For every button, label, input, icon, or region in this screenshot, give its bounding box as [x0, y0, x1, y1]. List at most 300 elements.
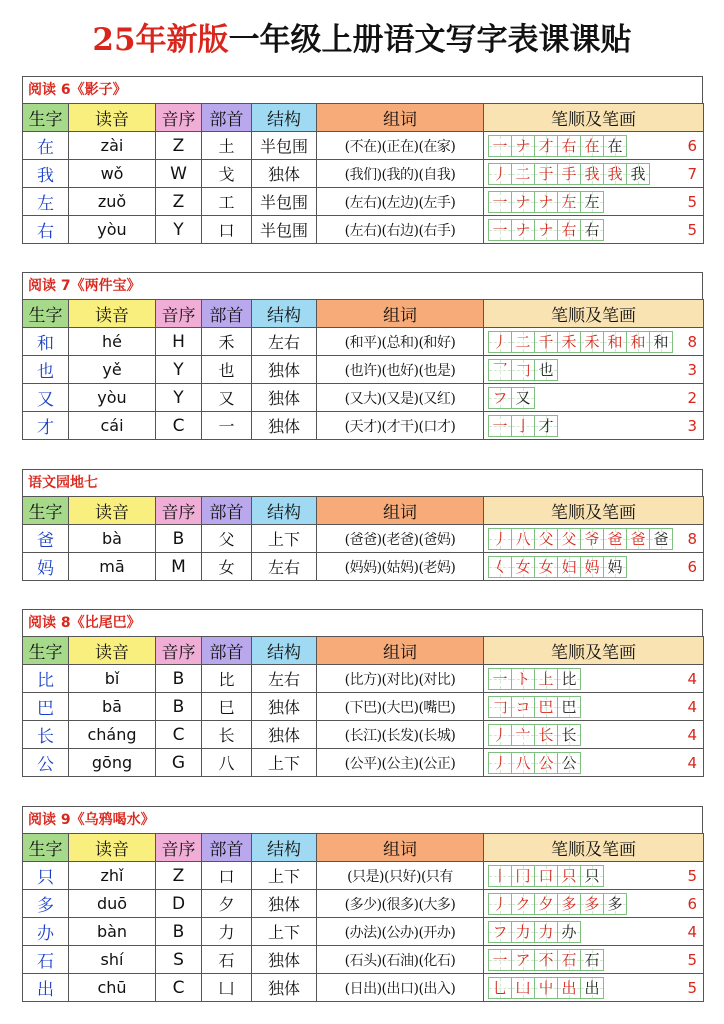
header-strokes: 笔顺及笔画: [484, 834, 704, 862]
section-title: 阅读 7《两件宝》: [22, 272, 703, 299]
cell-radical: 工: [202, 188, 252, 216]
stroke-step-glyph: 乚: [492, 978, 508, 997]
header-letter: 音序: [156, 300, 202, 328]
cell-struct: 独体: [252, 412, 317, 440]
cell-words: (日出)(出口)(出入): [317, 974, 484, 1002]
stroke-order-cell: [484, 553, 704, 581]
stroke-step-glyph: 亅: [515, 416, 531, 435]
stroke-step-glyph: 一: [492, 416, 508, 435]
stroke-step: [488, 359, 512, 381]
stroke-step: [488, 696, 512, 718]
stroke-order-cell: [484, 862, 704, 890]
stroke-step-glyph: 爸: [607, 529, 623, 548]
stroke-step: [557, 191, 581, 213]
header-struct: 结构: [252, 637, 317, 665]
stroke-step: [603, 163, 627, 185]
cell-radical: 口: [202, 216, 252, 244]
stroke-order-cell: [484, 188, 704, 216]
stroke-step-glyph: 一: [492, 669, 508, 688]
cell-words: (我们)(我的)(自我): [317, 160, 484, 188]
stroke-step: [557, 865, 581, 887]
header-letter: 音序: [156, 497, 202, 525]
cell-char: 只: [23, 862, 69, 890]
stroke-step: [626, 331, 650, 353]
stroke-step-glyph: 左: [561, 192, 577, 211]
stroke-step: [557, 556, 581, 578]
header-words: 组词: [317, 637, 484, 665]
cell-words: (也许)(也好)(也是): [317, 356, 484, 384]
stroke-step-glyph: フ: [492, 922, 508, 941]
header-radical: 部首: [202, 637, 252, 665]
stroke-step-glyph: 出: [584, 978, 600, 997]
header-radical: 部首: [202, 104, 252, 132]
stroke-step: [488, 331, 512, 353]
stroke-order-grid: [488, 135, 699, 157]
stroke-step-glyph: 丿: [492, 529, 508, 548]
stroke-step-glyph: 于: [538, 164, 554, 183]
stroke-step: [603, 893, 627, 915]
stroke-step-glyph: 又: [515, 388, 531, 407]
stroke-step: [649, 528, 673, 550]
stroke-step: [557, 949, 581, 971]
stroke-count: 5: [687, 978, 697, 997]
stroke-order-cell: [484, 721, 704, 749]
cell-words: (多少)(很多)(大多): [317, 890, 484, 918]
cell-words: (不在)(正在)(在家): [317, 132, 484, 160]
stroke-order-cell: [484, 525, 704, 553]
stroke-step: [534, 724, 558, 746]
stroke-step-glyph: 八: [515, 753, 531, 772]
cell-radical: 力: [202, 918, 252, 946]
cell-pinyin: hé: [69, 328, 156, 356]
stroke-step-glyph: 禾: [561, 332, 577, 351]
cell-pinyin: cháng: [69, 721, 156, 749]
title-highlight: 25年新版: [92, 22, 229, 58]
stroke-step-glyph: 也: [538, 360, 554, 379]
table-row: [23, 890, 704, 918]
stroke-step-glyph: 爷: [584, 529, 600, 548]
cell-words: (爸爸)(老爸)(爸妈): [317, 525, 484, 553]
stroke-step-glyph: 左: [584, 192, 600, 211]
stroke-step: [534, 977, 558, 999]
section-title: 阅读 6《影子》: [22, 76, 703, 103]
header-struct: 结构: [252, 497, 317, 525]
stroke-count: 4: [687, 753, 697, 772]
stroke-step-glyph: ナ: [538, 192, 554, 211]
stroke-step-glyph: 公: [538, 753, 554, 772]
cell-words: (左右)(左边)(左手): [317, 188, 484, 216]
stroke-order-cell: [484, 665, 704, 693]
stroke-step: [534, 949, 558, 971]
cell-pinyin: gōng: [69, 749, 156, 777]
stroke-count: 6: [687, 136, 697, 155]
stroke-step-glyph: 只: [584, 866, 600, 885]
stroke-step: [511, 556, 535, 578]
stroke-step-glyph: 丿: [492, 753, 508, 772]
stroke-count: 7: [687, 164, 697, 183]
stroke-step-glyph: 在: [607, 136, 623, 155]
cell-struct: 半包围: [252, 132, 317, 160]
stroke-step-glyph: 比: [561, 669, 577, 688]
cell-struct: 左右: [252, 328, 317, 356]
stroke-step-glyph: 和: [630, 332, 646, 351]
stroke-order-cell: [484, 946, 704, 974]
stroke-step: [511, 921, 535, 943]
stroke-step: [511, 696, 535, 718]
stroke-step: [580, 191, 604, 213]
stroke-step: [603, 135, 627, 157]
cell-char: 左: [23, 188, 69, 216]
stroke-step: [511, 163, 535, 185]
header-char: 生字: [23, 104, 69, 132]
stroke-order-cell: [484, 356, 704, 384]
stroke-step-glyph: 妈: [607, 557, 623, 576]
cell-radical: 夕: [202, 890, 252, 918]
stroke-step: [557, 163, 581, 185]
stroke-step-glyph: 不: [538, 950, 554, 969]
header-char: 生字: [23, 834, 69, 862]
stroke-step: [534, 556, 558, 578]
cell-pinyin: bà: [69, 525, 156, 553]
stroke-step: [511, 191, 535, 213]
header-pinyin: 读音: [69, 834, 156, 862]
cell-pinyin: cái: [69, 412, 156, 440]
cell-pinyin: bǐ: [69, 665, 156, 693]
stroke-step-glyph: 手: [561, 164, 577, 183]
stroke-order-cell: [484, 693, 704, 721]
cell-struct: 左右: [252, 665, 317, 693]
stroke-step: [488, 387, 512, 409]
stroke-step: [557, 528, 581, 550]
section-title: 阅读 9《乌鸦喝水》: [22, 806, 703, 833]
cell-words: (和平)(总和)(和好): [317, 328, 484, 356]
stroke-step-glyph: フ: [492, 388, 508, 407]
stroke-step-glyph: 女: [538, 557, 554, 576]
cell-struct: 半包围: [252, 188, 317, 216]
header-words: 组词: [317, 497, 484, 525]
stroke-step-glyph: 乛: [492, 360, 508, 379]
cell-char: 右: [23, 216, 69, 244]
cell-letter: H: [156, 328, 202, 356]
header-radical: 部首: [202, 497, 252, 525]
stroke-order-cell: [484, 974, 704, 1002]
cell-letter: Z: [156, 132, 202, 160]
stroke-step-glyph: 才: [538, 416, 554, 435]
stroke-step: [580, 163, 604, 185]
cell-char: 才: [23, 412, 69, 440]
cell-radical: 凵: [202, 974, 252, 1002]
cell-letter: Z: [156, 188, 202, 216]
stroke-step: [534, 865, 558, 887]
stroke-step: [580, 865, 604, 887]
stroke-step-glyph: 二: [515, 332, 531, 351]
stroke-step-glyph: 我: [584, 164, 600, 183]
header-letter: 音序: [156, 834, 202, 862]
stroke-step: [511, 331, 535, 353]
lesson-section: [22, 76, 703, 244]
character-table: [22, 636, 704, 777]
table-row: [23, 974, 704, 1002]
stroke-step: [649, 331, 673, 353]
table-row: [23, 918, 704, 946]
stroke-step: [534, 163, 558, 185]
cell-pinyin: duō: [69, 890, 156, 918]
table-header-row: [23, 104, 704, 132]
stroke-step-glyph: ト: [515, 669, 531, 688]
stroke-order-grid: [488, 163, 699, 185]
table-row: [23, 721, 704, 749]
stroke-step-glyph: 在: [584, 136, 600, 155]
stroke-step-glyph: 公: [561, 753, 577, 772]
stroke-order-cell: [484, 216, 704, 244]
stroke-step: [534, 191, 558, 213]
stroke-order-grid: [488, 893, 699, 915]
stroke-step: [488, 219, 512, 241]
cell-letter: C: [156, 721, 202, 749]
stroke-step-glyph: ナ: [515, 136, 531, 155]
stroke-count: 2: [687, 388, 697, 407]
stroke-step: [534, 921, 558, 943]
cell-struct: 独体: [252, 974, 317, 1002]
cell-radical: 一: [202, 412, 252, 440]
stroke-step: [511, 752, 535, 774]
stroke-order-grid: [488, 556, 699, 578]
stroke-step-glyph: 巴: [561, 697, 577, 716]
stroke-step-glyph: 右: [561, 136, 577, 155]
stroke-order-grid: [488, 949, 699, 971]
cell-pinyin: shí: [69, 946, 156, 974]
stroke-count: 4: [687, 725, 697, 744]
stroke-step-glyph: 长: [538, 725, 554, 744]
stroke-step-glyph: 力: [515, 922, 531, 941]
table-row: [23, 412, 704, 440]
stroke-count: 5: [687, 220, 697, 239]
stroke-step: [488, 556, 512, 578]
cell-char: 长: [23, 721, 69, 749]
table-row: [23, 553, 704, 581]
stroke-count: 6: [687, 894, 697, 913]
stroke-step: [488, 668, 512, 690]
table-row: [23, 132, 704, 160]
stroke-step: [603, 556, 627, 578]
table-row: [23, 693, 704, 721]
lesson-section: [22, 609, 703, 777]
stroke-step: [488, 921, 512, 943]
stroke-step: [626, 163, 650, 185]
cell-radical: 父: [202, 525, 252, 553]
stroke-step: [488, 752, 512, 774]
cell-radical: 长: [202, 721, 252, 749]
stroke-step: [511, 893, 535, 915]
stroke-step-glyph: ナ: [515, 220, 531, 239]
cell-words: (只是)(只好)(只有: [317, 862, 484, 890]
cell-pinyin: zhǐ: [69, 862, 156, 890]
cell-letter: M: [156, 553, 202, 581]
stroke-step-glyph: 我: [630, 164, 646, 183]
stroke-step: [557, 219, 581, 241]
cell-char: 妈: [23, 553, 69, 581]
stroke-step: [557, 696, 581, 718]
stroke-step: [534, 668, 558, 690]
stroke-count: 8: [687, 529, 697, 548]
lesson-section: [22, 469, 703, 581]
cell-radical: 又: [202, 384, 252, 412]
header-char: 生字: [23, 637, 69, 665]
stroke-step: [557, 893, 581, 915]
stroke-step: [511, 387, 535, 409]
table-row: [23, 188, 704, 216]
stroke-step-glyph: 女: [515, 557, 531, 576]
stroke-step: [488, 163, 512, 185]
stroke-order-grid: [488, 724, 699, 746]
cell-struct: 独体: [252, 890, 317, 918]
cell-pinyin: yòu: [69, 216, 156, 244]
cell-words: (妈妈)(姑妈)(老妈): [317, 553, 484, 581]
stroke-step: [534, 331, 558, 353]
cell-radical: 石: [202, 946, 252, 974]
cell-letter: Y: [156, 216, 202, 244]
header-char: 生字: [23, 300, 69, 328]
cell-struct: 左右: [252, 553, 317, 581]
stroke-step: [488, 865, 512, 887]
header-strokes: 笔顺及笔画: [484, 300, 704, 328]
stroke-step: [557, 331, 581, 353]
header-pinyin: 读音: [69, 497, 156, 525]
stroke-count: 4: [687, 922, 697, 941]
stroke-step: [488, 949, 512, 971]
stroke-step-glyph: 多: [561, 894, 577, 913]
stroke-order-grid: [488, 977, 699, 999]
table-row: [23, 356, 704, 384]
title-rest: 一年级上册语文写字表课课贴: [228, 22, 632, 58]
stroke-step: [580, 893, 604, 915]
stroke-step-glyph: 亠: [515, 725, 531, 744]
section-title: 阅读 8《比尾巴》: [22, 609, 703, 636]
cell-letter: S: [156, 946, 202, 974]
table-header-row: [23, 637, 704, 665]
stroke-step: [511, 977, 535, 999]
stroke-step: [626, 528, 650, 550]
stroke-step: [511, 668, 535, 690]
cell-pinyin: zài: [69, 132, 156, 160]
stroke-step-glyph: 妈: [584, 557, 600, 576]
stroke-order-grid: [488, 359, 699, 381]
stroke-order-cell: [484, 918, 704, 946]
stroke-step-glyph: 丨: [492, 866, 508, 885]
stroke-step-glyph: ナ: [515, 192, 531, 211]
stroke-step: [534, 359, 558, 381]
cell-char: 石: [23, 946, 69, 974]
stroke-step: [580, 528, 604, 550]
stroke-step: [580, 135, 604, 157]
table-header-row: [23, 834, 704, 862]
stroke-step: [488, 415, 512, 437]
header-letter: 音序: [156, 637, 202, 665]
stroke-order-grid: [488, 865, 699, 887]
header-words: 组词: [317, 300, 484, 328]
stroke-step-glyph: ナ: [538, 220, 554, 239]
stroke-step: [511, 528, 535, 550]
stroke-step: [511, 415, 535, 437]
cell-pinyin: bàn: [69, 918, 156, 946]
table-row: [23, 525, 704, 553]
stroke-step-glyph: 和: [607, 332, 623, 351]
header-struct: 结构: [252, 834, 317, 862]
stroke-step-glyph: 千: [538, 332, 554, 351]
stroke-step-glyph: ア: [515, 950, 531, 969]
stroke-step: [580, 556, 604, 578]
header-struct: 结构: [252, 104, 317, 132]
stroke-step: [580, 977, 604, 999]
cell-struct: 上下: [252, 749, 317, 777]
header-words: 组词: [317, 104, 484, 132]
header-strokes: 笔顺及笔画: [484, 637, 704, 665]
stroke-step-glyph: 力: [538, 922, 554, 941]
stroke-step-glyph: コ: [515, 697, 531, 716]
stroke-count: 8: [687, 332, 697, 351]
table-row: [23, 216, 704, 244]
stroke-step-glyph: 右: [561, 220, 577, 239]
stroke-step-glyph: 多: [584, 894, 600, 913]
cell-char: 我: [23, 160, 69, 188]
cell-char: 又: [23, 384, 69, 412]
stroke-order-grid: [488, 331, 699, 353]
stroke-order-grid: [488, 191, 699, 213]
stroke-step: [557, 668, 581, 690]
cell-words: (天才)(才干)(口才): [317, 412, 484, 440]
stroke-step: [511, 865, 535, 887]
cell-struct: 独体: [252, 160, 317, 188]
header-words: 组词: [317, 834, 484, 862]
cell-char: 办: [23, 918, 69, 946]
stroke-step-glyph: 丿: [492, 725, 508, 744]
cell-letter: C: [156, 974, 202, 1002]
character-table: [22, 299, 704, 440]
stroke-order-grid: [488, 219, 699, 241]
table-row: [23, 160, 704, 188]
stroke-order-cell: [484, 890, 704, 918]
table-row: [23, 946, 704, 974]
cell-radical: 禾: [202, 328, 252, 356]
stroke-step-glyph: 丿: [492, 164, 508, 183]
header-radical: 部首: [202, 834, 252, 862]
cell-words: (石头)(石油)(化石): [317, 946, 484, 974]
stroke-count: 3: [687, 360, 697, 379]
stroke-step: [534, 752, 558, 774]
cell-char: 公: [23, 749, 69, 777]
stroke-step: [511, 724, 535, 746]
stroke-step: [557, 977, 581, 999]
stroke-count: 3: [687, 416, 697, 435]
stroke-step: [534, 415, 558, 437]
stroke-order-grid: [488, 752, 699, 774]
stroke-step-glyph: 才: [538, 136, 554, 155]
stroke-order-grid: [488, 415, 699, 437]
header-char: 生字: [23, 497, 69, 525]
cell-struct: 上下: [252, 918, 317, 946]
cell-letter: Y: [156, 356, 202, 384]
stroke-step-glyph: 石: [561, 950, 577, 969]
cell-words: (办法)(公办)(开办): [317, 918, 484, 946]
stroke-step: [580, 949, 604, 971]
cell-letter: G: [156, 749, 202, 777]
stroke-step: [534, 219, 558, 241]
cell-struct: 独体: [252, 356, 317, 384]
stroke-step-glyph: 二: [515, 164, 531, 183]
header-struct: 结构: [252, 300, 317, 328]
cell-char: 也: [23, 356, 69, 384]
table-row: [23, 665, 704, 693]
